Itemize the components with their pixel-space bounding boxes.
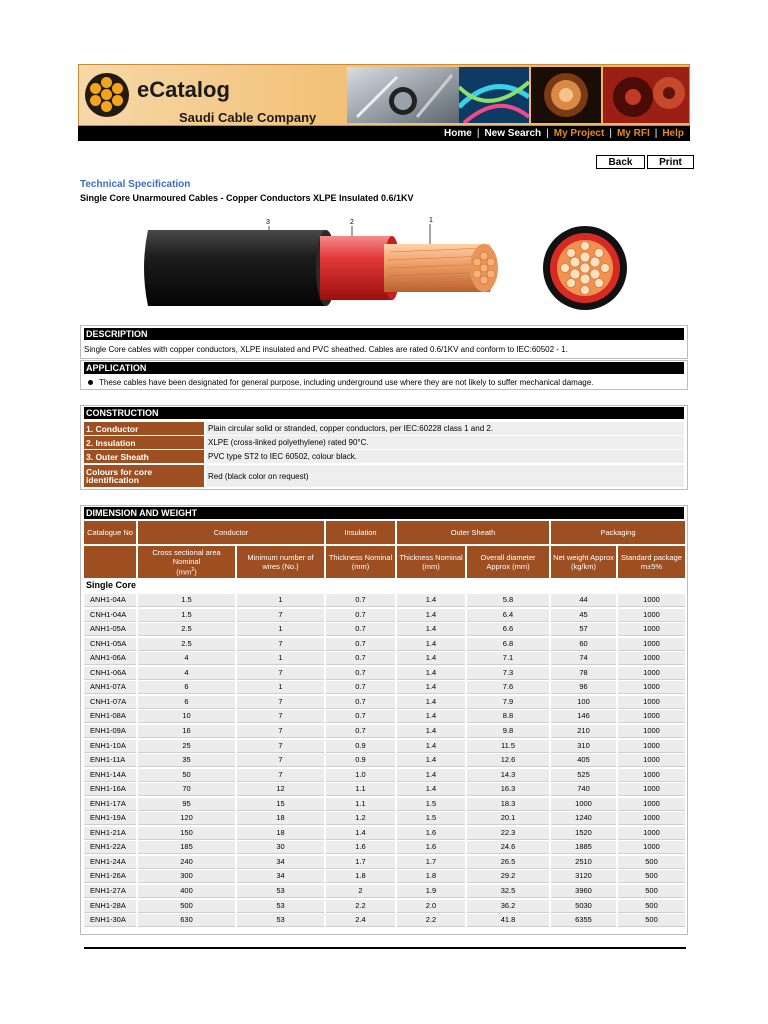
min-wires-cell: 12: [237, 783, 324, 796]
net-weight-cell: 3120: [551, 870, 616, 883]
std-package-cell: 500: [618, 900, 685, 913]
cross-section-cell: 300: [138, 870, 235, 883]
net-weight-cell: 405: [551, 754, 616, 767]
col-catalogue-header: Catalogue No: [84, 521, 136, 544]
construction-row: [84, 465, 684, 487]
insulation-thickness-cell: 0.7: [326, 681, 395, 694]
back-button[interactable]: Back: [596, 155, 645, 169]
section-title: Technical Specification: [80, 179, 191, 190]
table-row: [84, 667, 686, 680]
nav-new-search-link[interactable]: New Search: [484, 128, 542, 139]
net-weight-cell: 44: [551, 594, 616, 607]
nav-my-project-link[interactable]: My Project: [553, 128, 605, 139]
min-wires-cell: 1: [237, 594, 324, 607]
catalogue-no-cell: ENH1-24A: [84, 856, 136, 869]
application-text: These cables have been designated for general purpose, including underground use where they are not likely to suffer mechanical damage.: [99, 378, 594, 387]
col-std-package-header: Standard package m±5%: [618, 546, 685, 578]
overall-diameter-cell: 6.8: [467, 638, 549, 651]
catalogue-no-cell: ENH1-11A: [84, 754, 136, 767]
sheath-thickness-cell: 1.4: [397, 710, 465, 723]
nav-separator: |: [609, 128, 612, 139]
table-row: [84, 696, 686, 709]
insulation-thickness-cell: 0.9: [326, 754, 395, 767]
cross-section-cell: 6: [138, 696, 235, 709]
min-wires-cell: 30: [237, 841, 324, 854]
overall-diameter-cell: 5.8: [467, 594, 549, 607]
brand-subtitle: Saudi Cable Company: [179, 110, 317, 125]
cross-section-unit-sup: 2: [191, 566, 195, 573]
sheath-thickness-cell: 1.6: [397, 827, 465, 840]
group-insulation-header: Insulation: [326, 521, 395, 544]
nav-my-rfi-link[interactable]: My RFI: [616, 128, 650, 139]
std-package-cell: 500: [618, 870, 685, 883]
cross-section-cell: 70: [138, 783, 235, 796]
catalogue-no-cell: ANH1-05A: [84, 623, 136, 636]
bottom-divider: [84, 947, 686, 949]
cross-section-unit: [176, 566, 197, 577]
sheath-thickness-cell: 1.5: [397, 798, 465, 811]
sheath-thickness-cell: 1.4: [397, 594, 465, 607]
construction-key: Colours for core identification: [84, 465, 204, 487]
catalogue-no-cell: ENH1-26A: [84, 870, 136, 883]
std-package-cell: 1000: [618, 783, 685, 796]
catalogue-no-cell: ENH1-30A: [84, 914, 136, 927]
net-weight-cell: 1885: [551, 841, 616, 854]
cross-section-cell: 630: [138, 914, 235, 927]
net-weight-cell: 6355: [551, 914, 616, 927]
table-row: [84, 812, 686, 825]
table-row: [84, 885, 686, 898]
table-row: [84, 652, 686, 665]
net-weight-cell: 146: [551, 710, 616, 723]
net-weight-cell: 2510: [551, 856, 616, 869]
cross-section-cell: 10: [138, 710, 235, 723]
overall-diameter-cell: 6.6: [467, 623, 549, 636]
insulation-thickness-cell: 0.7: [326, 652, 395, 665]
sheath-thickness-cell: 1.4: [397, 769, 465, 782]
cross-section-cell: 16: [138, 725, 235, 738]
sheath-thickness-cell: 1.4: [397, 740, 465, 753]
catalogue-no-cell: ENH1-19A: [84, 812, 136, 825]
cross-section-cell: 120: [138, 812, 235, 825]
min-wires-cell: 1: [237, 681, 324, 694]
table-row: [84, 609, 686, 622]
application-item: [88, 378, 593, 387]
min-wires-cell: 7: [237, 667, 324, 680]
catalogue-no-cell: ENH1-08A: [84, 710, 136, 723]
net-weight-cell: 1240: [551, 812, 616, 825]
overall-diameter-cell: 24.6: [467, 841, 549, 854]
overall-diameter-cell: 26.5: [467, 856, 549, 869]
overall-diameter-cell: 29.2: [467, 870, 549, 883]
col-catalogue-sub: [84, 546, 136, 578]
catalogue-no-cell: ANH1-07A: [84, 681, 136, 694]
catalogue-no-cell: CNH1-06A: [84, 667, 136, 680]
net-weight-cell: 96: [551, 681, 616, 694]
min-wires-cell: 7: [237, 754, 324, 767]
std-package-cell: 1000: [618, 609, 685, 622]
net-weight-cell: 45: [551, 609, 616, 622]
construction-row: [84, 450, 684, 463]
print-button[interactable]: Print: [647, 155, 694, 169]
catalogue-no-cell: ENH1-27A: [84, 885, 136, 898]
description-heading: DESCRIPTION: [84, 328, 684, 340]
catalogue-no-cell: ENH1-10A: [84, 740, 136, 753]
std-package-cell: 1000: [618, 638, 685, 651]
insulation-thickness-cell: 0.7: [326, 696, 395, 709]
table-row: [84, 827, 686, 840]
cable-photo-3: [531, 67, 601, 123]
cable-illustration: [130, 212, 640, 312]
insulation-thickness-cell: 1.7: [326, 856, 395, 869]
catalogue-no-cell: ENH1-22A: [84, 841, 136, 854]
cross-section-cell: 95: [138, 798, 235, 811]
net-weight-cell: 78: [551, 667, 616, 680]
std-package-cell: 1000: [618, 827, 685, 840]
min-wires-cell: 7: [237, 638, 324, 651]
overall-diameter-cell: 11.5: [467, 740, 549, 753]
sheath-thickness-cell: 1.9: [397, 885, 465, 898]
min-wires-cell: 7: [237, 609, 324, 622]
table-row: [84, 769, 686, 782]
insulation-thickness-cell: 1.8: [326, 870, 395, 883]
callout-3: 3: [266, 219, 270, 226]
cross-section-cell: 185: [138, 841, 235, 854]
sheath-thickness-cell: 1.4: [397, 783, 465, 796]
overall-diameter-cell: 20.1: [467, 812, 549, 825]
min-wires-cell: 53: [237, 885, 324, 898]
table-row: [84, 856, 686, 869]
catalogue-no-cell: ENH1-14A: [84, 769, 136, 782]
net-weight-cell: 525: [551, 769, 616, 782]
sheath-thickness-cell: 1.7: [397, 856, 465, 869]
nav-separator: |: [546, 128, 549, 139]
std-package-cell: 1000: [618, 812, 685, 825]
cross-section-cell: 35: [138, 754, 235, 767]
overall-diameter-cell: 18.3: [467, 798, 549, 811]
table-row: [84, 681, 686, 694]
net-weight-cell: 310: [551, 740, 616, 753]
sheath-thickness-cell: 1.4: [397, 623, 465, 636]
catalogue-no-cell: ENH1-28A: [84, 900, 136, 913]
sheath-thickness-cell: 2.0: [397, 900, 465, 913]
std-package-cell: 1000: [618, 667, 685, 680]
col-min-wires-header: Minimum number of wires (No.): [237, 546, 324, 578]
catalogue-no-cell: ANH1-04A: [84, 594, 136, 607]
table-row: [84, 710, 686, 723]
nav-help-link[interactable]: Help: [662, 128, 684, 139]
catalogue-no-cell: ENH1-17A: [84, 798, 136, 811]
std-package-cell: 1000: [618, 740, 685, 753]
group-label-single-core: Single Core: [86, 580, 137, 590]
cross-section-cell: 4: [138, 652, 235, 665]
sheath-thickness-cell: 1.4: [397, 667, 465, 680]
overall-diameter-cell: 8.8: [467, 710, 549, 723]
nav-home-link[interactable]: Home: [444, 128, 472, 139]
table-row: [84, 841, 686, 854]
insulation-thickness-cell: 0.7: [326, 594, 395, 607]
cable-photo-2: [459, 67, 529, 123]
overall-diameter-cell: 32.5: [467, 885, 549, 898]
std-package-cell: 1000: [618, 594, 685, 607]
table-row: [84, 623, 686, 636]
cross-section-cell: 240: [138, 856, 235, 869]
cable-photo-4: [603, 67, 689, 123]
net-weight-cell: 60: [551, 638, 616, 651]
product-subtitle: Single Core Unarmoured Cables - Copper Conductors XLPE Insulated 0.6/1KV: [80, 193, 414, 203]
min-wires-cell: 1: [237, 652, 324, 665]
col-insulation-thickness-header: Thickness Nominal (mm): [326, 546, 395, 578]
overall-diameter-cell: 22.3: [467, 827, 549, 840]
min-wires-cell: 7: [237, 710, 324, 723]
sheath-thickness-cell: 1.5: [397, 812, 465, 825]
group-packaging-header: Packaging: [551, 521, 685, 544]
std-package-cell: 1000: [618, 725, 685, 738]
overall-diameter-cell: 7.1: [467, 652, 549, 665]
col-net-weight-header: Net weight Approx (kg/km): [551, 546, 616, 578]
catalogue-no-cell: CNH1-07A: [84, 696, 136, 709]
sheath-thickness-cell: 1.4: [397, 754, 465, 767]
catalogue-no-cell: ENH1-21A: [84, 827, 136, 840]
table-row: [84, 900, 686, 913]
group-outer-sheath-header: Outer Sheath: [397, 521, 549, 544]
cross-section-unit-post: ): [194, 567, 197, 577]
net-weight-cell: 100: [551, 696, 616, 709]
table-row: [84, 594, 686, 607]
dimension-heading: DIMENSION AND WEIGHT: [84, 507, 684, 519]
std-package-cell: 1000: [618, 681, 685, 694]
std-package-cell: 500: [618, 885, 685, 898]
std-package-cell: 1000: [618, 798, 685, 811]
cross-section-cell: 2.5: [138, 638, 235, 651]
std-package-cell: 1000: [618, 652, 685, 665]
sheath-thickness-cell: 2.2: [397, 914, 465, 927]
insulation-thickness-cell: 1.1: [326, 783, 395, 796]
cross-section-cell: 25: [138, 740, 235, 753]
table-row: [84, 870, 686, 883]
logo-cable-icon: [85, 73, 129, 117]
overall-diameter-cell: 6.4: [467, 609, 549, 622]
col-cross-section-header: [138, 546, 235, 578]
std-package-cell: 1000: [618, 710, 685, 723]
overall-diameter-cell: 7.9: [467, 696, 549, 709]
net-weight-cell: 5030: [551, 900, 616, 913]
table-row: [84, 914, 686, 927]
overall-diameter-cell: 14.3: [467, 769, 549, 782]
bullet-icon: [88, 380, 93, 385]
construction-value: Red (black color on request): [206, 465, 684, 487]
std-package-cell: 1000: [618, 623, 685, 636]
col-overall-diameter-header: Overall diameter Approx (mm): [467, 546, 549, 578]
table-row: [84, 740, 686, 753]
cross-section-cell: 2.5: [138, 623, 235, 636]
insulation-thickness-cell: 0.7: [326, 609, 395, 622]
cross-section-cell: 150: [138, 827, 235, 840]
col-sheath-thickness-header: Thickness Nominal (mm): [397, 546, 465, 578]
insulation-thickness-cell: 0.9: [326, 740, 395, 753]
insulation-thickness-cell: 1.0: [326, 769, 395, 782]
table-row: [84, 638, 686, 651]
application-heading: APPLICATION: [84, 362, 684, 374]
catalogue-no-cell: ENH1-09A: [84, 725, 136, 738]
construction-row: [84, 422, 684, 435]
callout-1: 1: [429, 217, 433, 224]
sheath-thickness-cell: 1.4: [397, 609, 465, 622]
insulation-thickness-cell: 2: [326, 885, 395, 898]
insulation-thickness-cell: 0.7: [326, 623, 395, 636]
construction-key: 3. Outer Sheath: [84, 450, 204, 463]
cable-photo-1: [347, 67, 459, 123]
min-wires-cell: 7: [237, 740, 324, 753]
net-weight-cell: 1000: [551, 798, 616, 811]
std-package-cell: 500: [618, 856, 685, 869]
group-conductor-header: Conductor: [138, 521, 324, 544]
insulation-thickness-cell: 0.7: [326, 667, 395, 680]
table-row: [84, 754, 686, 767]
net-weight-cell: 3960: [551, 885, 616, 898]
insulation-thickness-cell: 2.4: [326, 914, 395, 927]
min-wires-cell: 53: [237, 900, 324, 913]
callout-2: 2: [350, 219, 354, 226]
sheath-thickness-cell: 1.4: [397, 652, 465, 665]
table-row: [84, 725, 686, 738]
min-wires-cell: 34: [237, 870, 324, 883]
insulation-thickness-cell: 0.7: [326, 710, 395, 723]
insulation-thickness-cell: 1.2: [326, 812, 395, 825]
cross-section-cell: 1.5: [138, 594, 235, 607]
description-text: Single Core cables with copper conductors, XLPE insulated and PVC sheathed. Cables are rated 0.6/1KV and conform to IEC:60502 - 1.: [84, 345, 568, 354]
insulation-thickness-cell: 1.4: [326, 827, 395, 840]
insulation-thickness-cell: 0.7: [326, 725, 395, 738]
brand-title: eCatalog: [137, 77, 230, 102]
insulation-thickness-cell: 1.1: [326, 798, 395, 811]
cross-section-cell: 4: [138, 667, 235, 680]
insulation-thickness-cell: 1.6: [326, 841, 395, 854]
top-navigation: [78, 126, 690, 141]
catalogue-no-cell: CNH1-04A: [84, 609, 136, 622]
table-row: [84, 783, 686, 796]
insulation-thickness-cell: 0.7: [326, 638, 395, 651]
construction-value: PVC type ST2 to IEC 60502, colour black.: [206, 450, 684, 463]
min-wires-cell: 7: [237, 725, 324, 738]
overall-diameter-cell: 36.2: [467, 900, 549, 913]
overall-diameter-cell: 41.8: [467, 914, 549, 927]
min-wires-cell: 34: [237, 856, 324, 869]
min-wires-cell: 18: [237, 827, 324, 840]
min-wires-cell: 53: [237, 914, 324, 927]
construction-row: [84, 436, 684, 449]
std-package-cell: 500: [618, 914, 685, 927]
sheath-thickness-cell: 1.4: [397, 638, 465, 651]
sheath-thickness-cell: 1.4: [397, 696, 465, 709]
std-package-cell: 1000: [618, 696, 685, 709]
min-wires-cell: 15: [237, 798, 324, 811]
sheath-thickness-cell: 1.8: [397, 870, 465, 883]
nav-separator: |: [476, 128, 480, 139]
construction-value: XLPE (cross-linked polyethylene) rated 90°C.: [206, 436, 684, 449]
std-package-cell: 1000: [618, 841, 685, 854]
net-weight-cell: 210: [551, 725, 616, 738]
overall-diameter-cell: 7.3: [467, 667, 549, 680]
cross-section-cell: 400: [138, 885, 235, 898]
catalogue-no-cell: ENH1-16A: [84, 783, 136, 796]
catalogue-no-cell: ANH1-06A: [84, 652, 136, 665]
cross-section-label: Cross sectional area Nominal: [152, 547, 221, 566]
cross-section-unit-pre: (mm: [176, 567, 192, 577]
header-banner: [78, 64, 690, 126]
cross-section-cell: 1.5: [138, 609, 235, 622]
min-wires-cell: 1: [237, 623, 324, 636]
min-wires-cell: 18: [237, 812, 324, 825]
sheath-thickness-cell: 1.4: [397, 725, 465, 738]
table-row: [84, 798, 686, 811]
overall-diameter-cell: 16.3: [467, 783, 549, 796]
construction-key: 2. Insulation: [84, 436, 204, 449]
std-package-cell: 1000: [618, 754, 685, 767]
construction-key: 1. Conductor: [84, 422, 204, 435]
sheath-thickness-cell: 1.6: [397, 841, 465, 854]
net-weight-cell: 1520: [551, 827, 616, 840]
nav-separator: |: [654, 128, 658, 139]
cross-section-cell: 6: [138, 681, 235, 694]
construction-value: Plain circular solid or stranded, copper conductors, per IEC:60228 class 1 and 2.: [206, 422, 684, 435]
cross-section-cell: 50: [138, 769, 235, 782]
catalogue-no-cell: CNH1-05A: [84, 638, 136, 651]
min-wires-cell: 7: [237, 696, 324, 709]
net-weight-cell: 74: [551, 652, 616, 665]
net-weight-cell: 740: [551, 783, 616, 796]
overall-diameter-cell: 9.8: [467, 725, 549, 738]
overall-diameter-cell: 7.6: [467, 681, 549, 694]
overall-diameter-cell: 12.6: [467, 754, 549, 767]
net-weight-cell: 57: [551, 623, 616, 636]
construction-heading: CONSTRUCTION: [84, 407, 684, 419]
cross-section-cell: 500: [138, 900, 235, 913]
min-wires-cell: 7: [237, 769, 324, 782]
sheath-thickness-cell: 1.4: [397, 681, 465, 694]
std-package-cell: 1000: [618, 769, 685, 782]
insulation-thickness-cell: 2.2: [326, 900, 395, 913]
